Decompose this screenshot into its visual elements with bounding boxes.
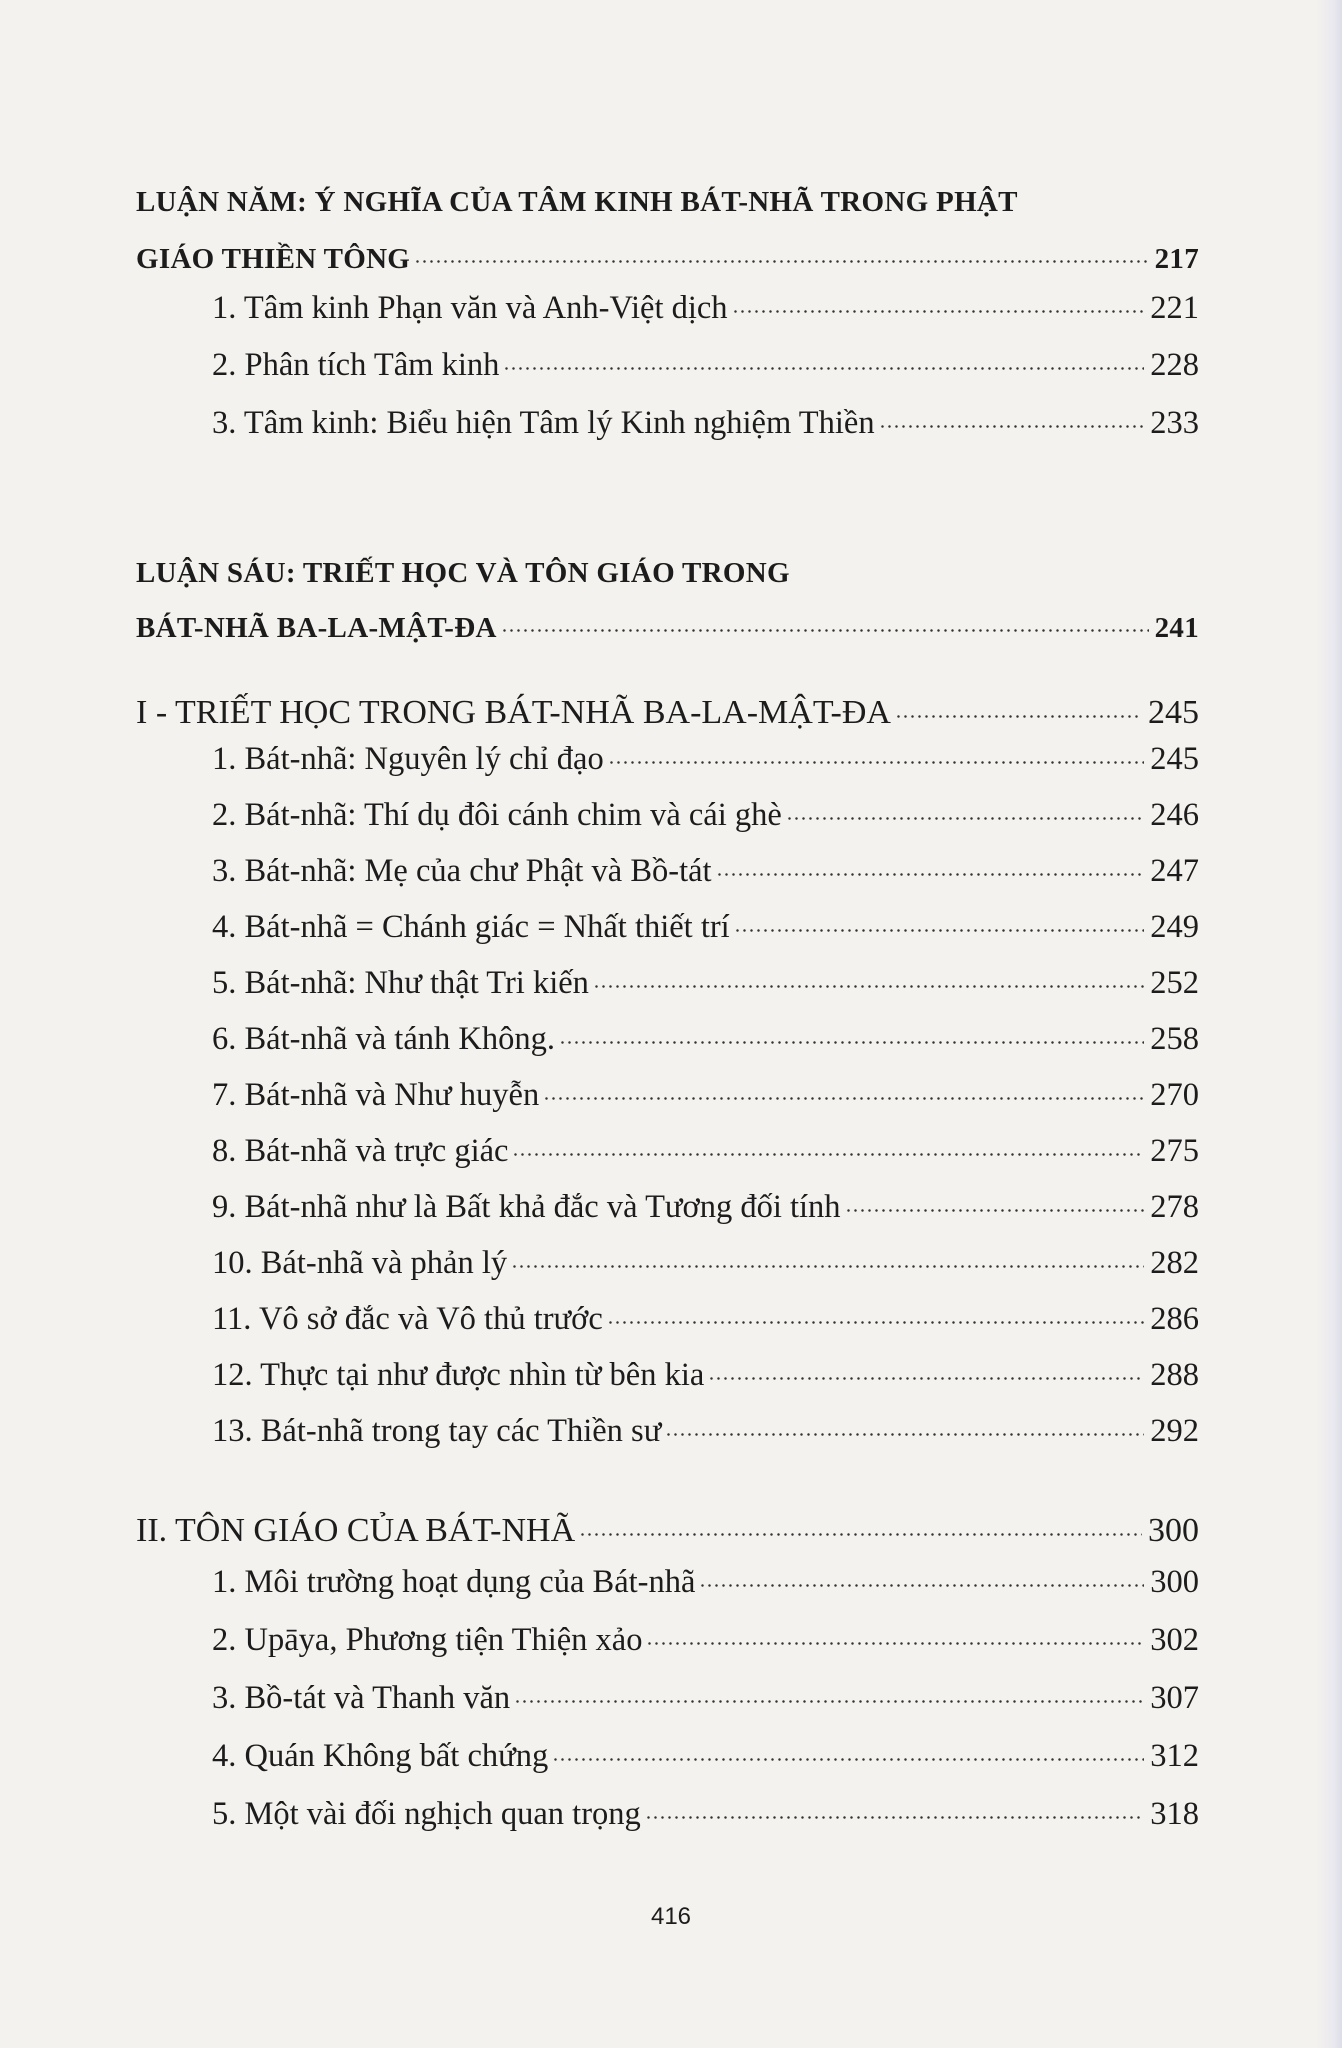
dot-leader (543, 1097, 1144, 1100)
dot-leader (512, 1153, 1144, 1156)
dot-leader (845, 1209, 1145, 1212)
toc-entry (212, 909, 1199, 946)
entry-label: 5. Một vài đối nghịch quan trọng (212, 1796, 641, 1832)
page-number: 312 (1150, 1738, 1199, 1774)
dot-leader (786, 817, 1144, 820)
page-number: 247 (1150, 853, 1199, 889)
toc-entry (212, 405, 1199, 442)
page-number: 302 (1150, 1622, 1199, 1658)
entry-label: 6. Bát-nhã và tánh Không. (212, 1021, 555, 1057)
entry-label: 8. Bát-nhã và trực giác (212, 1133, 509, 1169)
entry-label: 1. Tâm kinh Phạn văn và Anh-Việt dịch (212, 290, 728, 326)
entry-label: 13. Bát-nhã trong tay các Thiền sư (212, 1413, 662, 1449)
page-number: 275 (1150, 1133, 1199, 1169)
dot-leader (607, 1321, 1144, 1324)
dot-leader (593, 985, 1144, 988)
dot-leader (734, 929, 1145, 932)
toc-entry (212, 347, 1199, 384)
dot-leader (732, 310, 1145, 313)
page-number: 249 (1150, 909, 1199, 945)
toc-entry (212, 1245, 1199, 1282)
toc-entry (212, 1564, 1199, 1601)
page-number: 241 (1154, 612, 1199, 644)
page-number: 292 (1150, 1413, 1199, 1449)
entry-label: 3. Tâm kinh: Biểu hiện Tâm lý Kinh nghiệm Thiền (212, 405, 875, 441)
page-number: 245 (1148, 694, 1199, 731)
entry-label: 11. Vô sở đắc và Vô thủ trước (212, 1301, 603, 1337)
entry-label: 2. Upāya, Phương tiện Thiện xảo (212, 1622, 643, 1658)
toc-entry (212, 1077, 1199, 1114)
page-number: 233 (1150, 405, 1199, 441)
toc-entry (212, 1413, 1199, 1450)
dot-leader (716, 873, 1145, 876)
toc-entry (212, 1622, 1199, 1659)
dot-leader (708, 1377, 1144, 1380)
page-number: 282 (1150, 1245, 1199, 1281)
dot-leader (414, 260, 1148, 263)
page-number: 228 (1150, 347, 1199, 383)
page-number: 252 (1150, 965, 1199, 1001)
page-number: 258 (1150, 1021, 1199, 1057)
page-number: 246 (1150, 797, 1199, 833)
entry-label: 4. Quán Không bất chứng (212, 1738, 549, 1774)
page-number: 307 (1150, 1680, 1199, 1716)
toc-entry (212, 1357, 1199, 1394)
page-number: 217 (1154, 243, 1199, 275)
page-number: 318 (1150, 1796, 1199, 1832)
toc-entry (212, 1680, 1199, 1717)
page-number: 278 (1150, 1189, 1199, 1225)
entry-label: 5. Bát-nhã: Như thật Tri kiến (212, 965, 589, 1001)
dot-leader (514, 1700, 1144, 1703)
entry-label: 3. Bồ-tát và Thanh văn (212, 1680, 511, 1716)
toc-entry-part-1 (136, 694, 1199, 732)
entry-label: 2. Bát-nhã: Thí dụ đôi cánh chim và cái ghè (212, 797, 782, 833)
toc-entry (212, 290, 1199, 327)
part-2-title: II. TÔN GIÁO CỦA BÁT-NHÃ (136, 1512, 576, 1549)
toc-entry (212, 797, 1199, 834)
page-edge-shadow (1316, 0, 1342, 2048)
dot-leader (552, 1758, 1144, 1761)
page-number: 245 (1150, 741, 1199, 777)
section-5-title-line1: LUẬN NĂM: Ý NGHĨA CỦA TÂM KINH BÁT-NHÃ TRONG PHẬT (136, 186, 1018, 218)
entry-label: 4. Bát-nhã = Chánh giác = Nhất thiết trí (212, 909, 730, 945)
dot-leader (879, 425, 1145, 428)
dot-leader (608, 761, 1145, 764)
dot-leader (646, 1642, 1144, 1645)
page-number: 300 (1148, 1512, 1199, 1549)
toc-entry-section-6 (136, 612, 1199, 645)
entry-label: 3. Bát-nhã: Mẹ của chư Phật và Bồ-tát (212, 853, 712, 889)
part-1-title: I - TRIẾT HỌC TRONG BÁT-NHÃ BA-LA-MẬT-ĐA (136, 694, 891, 731)
toc-entry (212, 1189, 1199, 1226)
entry-label: 7. Bát-nhã và Như huyễn (212, 1077, 540, 1113)
toc-entry (212, 1738, 1199, 1775)
dot-leader (503, 367, 1144, 370)
dot-leader (579, 1533, 1142, 1536)
toc-entry (212, 1796, 1199, 1833)
dot-leader (895, 715, 1142, 718)
dot-leader (665, 1433, 1144, 1436)
section-6-title-line2: BÁT-NHÃ BA-LA-MẬT-ĐA (136, 612, 497, 644)
dot-leader (501, 629, 1149, 632)
toc-entry (212, 1021, 1199, 1058)
toc-entry (212, 1133, 1199, 1170)
entry-label: 2. Phân tích Tâm kinh (212, 347, 500, 383)
dot-leader (699, 1584, 1144, 1587)
section-6-title-line1: LUẬN SÁU: TRIẾT HỌC VÀ TÔN GIÁO TRONG (136, 557, 790, 589)
dot-leader (645, 1816, 1144, 1819)
entry-label: 1. Bát-nhã: Nguyên lý chỉ đạo (212, 741, 604, 777)
entry-label: 1. Môi trường hoạt dụng của Bát-nhã (212, 1564, 696, 1600)
section-5-title-line2: GIÁO THIỀN TÔNG (136, 243, 411, 275)
page-number: 286 (1150, 1301, 1199, 1337)
entry-label: 12. Thực tại như được nhìn từ bên kia (212, 1357, 705, 1393)
page-number: 288 (1150, 1357, 1199, 1393)
page-number: 221 (1150, 290, 1199, 326)
toc-entry (212, 741, 1199, 778)
page-number: 270 (1150, 1077, 1199, 1113)
page-number: 300 (1150, 1564, 1199, 1600)
toc-entry (212, 853, 1199, 890)
page-folio: 416 (650, 1903, 692, 1930)
toc-entry (212, 1301, 1199, 1338)
entry-label: 9. Bát-nhã như là Bất khả đắc và Tương đối tính (212, 1189, 841, 1225)
toc-entry (212, 965, 1199, 1002)
toc-entry-section-5 (136, 243, 1199, 276)
toc-entry-part-2 (136, 1512, 1199, 1550)
entry-label: 10. Bát-nhã và phản lý (212, 1245, 508, 1281)
dot-leader (559, 1041, 1144, 1044)
dot-leader (511, 1265, 1144, 1268)
